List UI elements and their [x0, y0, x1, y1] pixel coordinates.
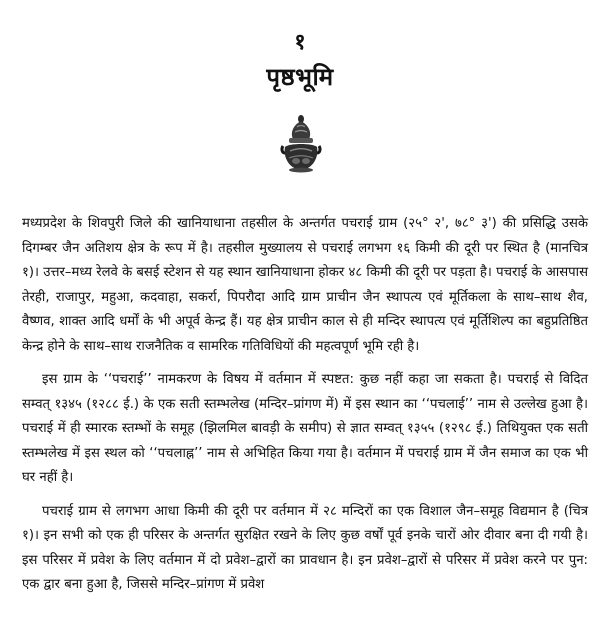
paragraph-1: मध्यप्रदेश के शिवपुरी जिले की खानियाधाना तहसील के अन्तर्गत पचराई ग्राम (२५° २', ७८° ३') की प्रसिद्धि उसके दिगम्बर जैन अतिशय क्षेत्र के रूप में है। तहसील मुख्यालय से पचराई लगभग १६ किमी की दूरी पर स्थित है (मानचित्र १)। उत्तर–मध्य रेलवे के बसई स्टेशन से यह स्थान खानियाधाना होकर ४८ किमी की दूरी पर पड़ता है। पचराई के आसपास तेरही, राजापुर, महुआ, कदवाहा, सकर्रा, पिपरौदा आदि ग्राम प्राचीन जैन स्थापत्य एवं मूर्तिकला के साथ–साथ शैव, वैष्णव, शाक्त आदि धर्मों के भी अपूर्व केन्द्र हैं। यह क्षेत्र प्राचीन काल से ही मन्दिर स्थापत्य एवं मूर्तिशिल्प का बहुप्रतिष्ठित केन्द्र होने के साथ–साथ राजनैतिक व सामरिक गतिविधियों की महत्वपूर्ण भूमि रही है। — [22, 216, 588, 354]
chapter-number: १ — [294, 30, 306, 55]
kalash-emblem-icon — [277, 113, 325, 173]
paragraph-2: इस ग्राम के ‘‘पचराई’’ नामकरण के विषय में वर्तमान में स्पष्टत: कुछ नहीं कहा जा सकता है। पचराई से विदित सम्वत् १३४५ (१२८८ ई.) के एक सती स्तम्भलेख (मन्दिर–प्रांगण में) में इस स्थान का ‘‘पचलाई’’ नाम से उल्लेख हुआ है। पचराई में ही स्मारक स्तम्भों के समूह (झिलमिल बावड़ी के समीप) से ज्ञात सम्वत् १३५५ (१२९८ ई.) तिथियुक्त एक सती स्तम्भलेख में इस स्थल को ‘‘पचलाह्न’’ नाम से अभिहित किया गया है। वर्तमान में पचराई ग्राम में जैन समाज का एक भी घर नहीं है। — [22, 372, 588, 485]
chapter-title: पृष्ठभूमि — [266, 63, 334, 91]
paragraph-3: पचराई ग्राम से लगभग आधा किमी की दूरी पर वर्तमान में २८ मन्दिरों का एक विशाल जैन–समूह विद्यमान है (चित्र १)। इन सभी को एक ही परिसर के अन्तर्गत सुरक्षित रखने के लिए कुछ वर्षों पूर्व इनके चारों ओर दीवार बना दी गयी है। इस परिसर में प्रवेश के लिए वर्तमान में दो प्रवेश–द्वारों का प्रावधान है। इन प्रवेश–द्वारों से परिसर में प्रवेश करने पर पुन: एक द्वार बना हुआ है, जिससे मन्दिर–प्रांगण में प्रवेश — [22, 503, 588, 592]
chapter-body — [22, 212, 588, 598]
